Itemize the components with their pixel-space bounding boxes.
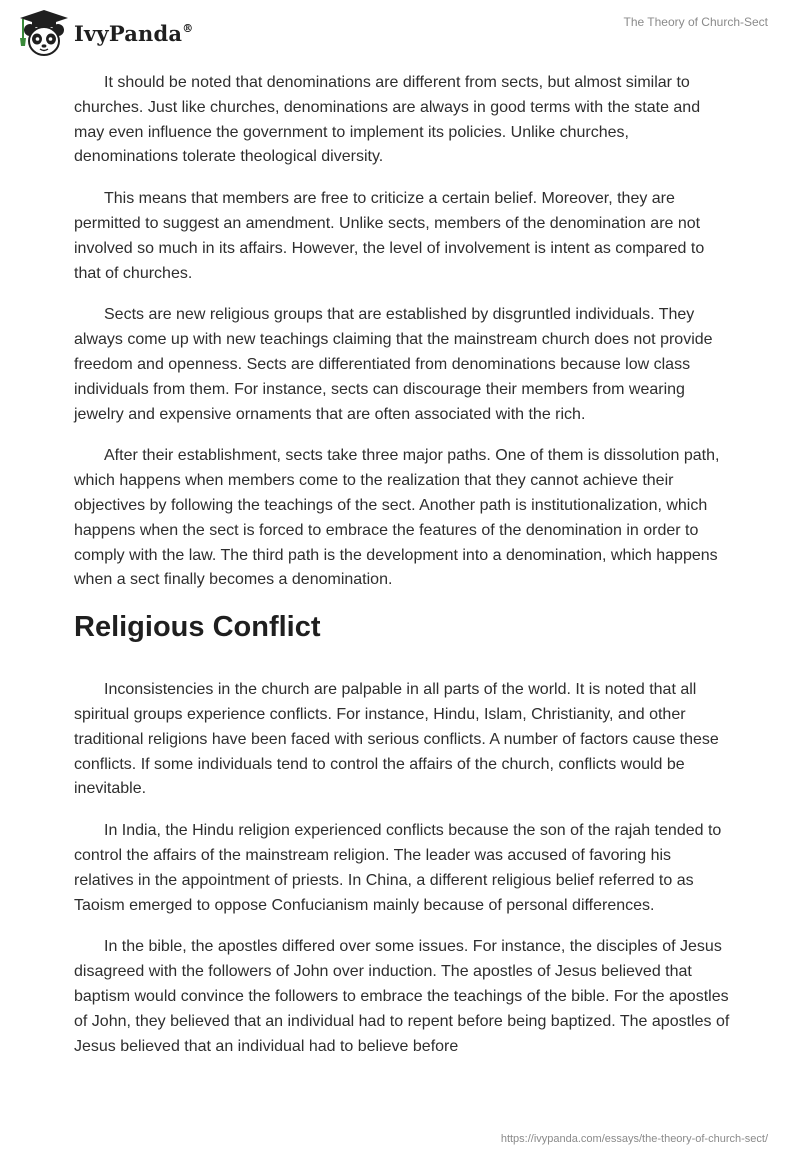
paragraph: In India, the Hindu religion experienced conflicts because the son of the rajah tended to control the affairs of the mainstream religion. The leader was accused of favoring his relatives in the appointment of priests. In China, a different religious belief referred to as Taoism emerged to oppose Confucianism mainly because of personal differences. <box>74 822 722 914</box>
source-url[interactable]: https://ivypanda.com/essays/the-theory-of-church-sect/ <box>500 1133 768 1145</box>
page-header <box>0 0 800 70</box>
brand-label: IvyPanda <box>74 20 183 46</box>
paragraph: In the bible, the apostles differed over some issues. For instance, the disciples of Jesus disagreed with the followers of John over induction. The apostles of Jesus believed that baptism would convince the followers to embrace the teachings of the bible. For the apostles of John, they believed that an individual had to repent before being baptized. The apostles of Jesus believed that an individual had to believe before <box>74 938 730 1055</box>
essay-body <box>74 71 734 1076</box>
section-heading: Religious Conflict <box>74 611 321 644</box>
paragraph: Inconsistencies in the church are palpable in all parts of the world. It is noted that all spiritual groups experience conflicts. For instance, Hindu, Islam, Christianity, and other traditional religions have been faced with serious conflicts. A number of factors cause these conflicts. If some individuals tend to control the affairs of the church, conflicts would be inevitable. <box>74 681 719 798</box>
document-title: The Theory of Church-Sect <box>623 15 768 29</box>
paragraph: After their establishment, sects take three major paths. One of them is dissolution path, which happens when members come to the realization that they cannot achieve their objectives by following the teachings of the sect. Another path is institutionalization, which happens when the sect is forced to embrace the features of the denomination in order to comply with the law. The third path is the development into a denomination, which happens when a sect finally becomes a denomination. <box>74 447 720 589</box>
registered-mark: ® <box>182 21 194 35</box>
brand-name <box>74 21 193 46</box>
paragraph: This means that members are free to criticize a certain belief. Moreover, they are permitted to suggest an amendment. Unlike sects, members of the denomination are not involved so much in its affairs. However, the level of involvement is intent as compared to that of churches. <box>74 190 705 282</box>
paragraph: Sects are new religious groups that are established by disgruntled individuals. They always come up with new teachings claiming that the mainstream church does not provide freedom and openness. Sects are differentiated from denominations because low class individuals from them. For instance, sects can discourage their members from wearing jewelry and expensive ornaments that are often associated with the rich. <box>74 306 713 423</box>
logo[interactable] <box>14 8 193 58</box>
panda-graduate-icon <box>14 8 70 58</box>
paragraph: It should be noted that denominations are different from sects, but almost similar to churches. Just like churches, denominations are always in good terms with the state and may even influence the government to implement its policies. Unlike churches, denominations tolerate theological diversity. <box>74 74 701 166</box>
